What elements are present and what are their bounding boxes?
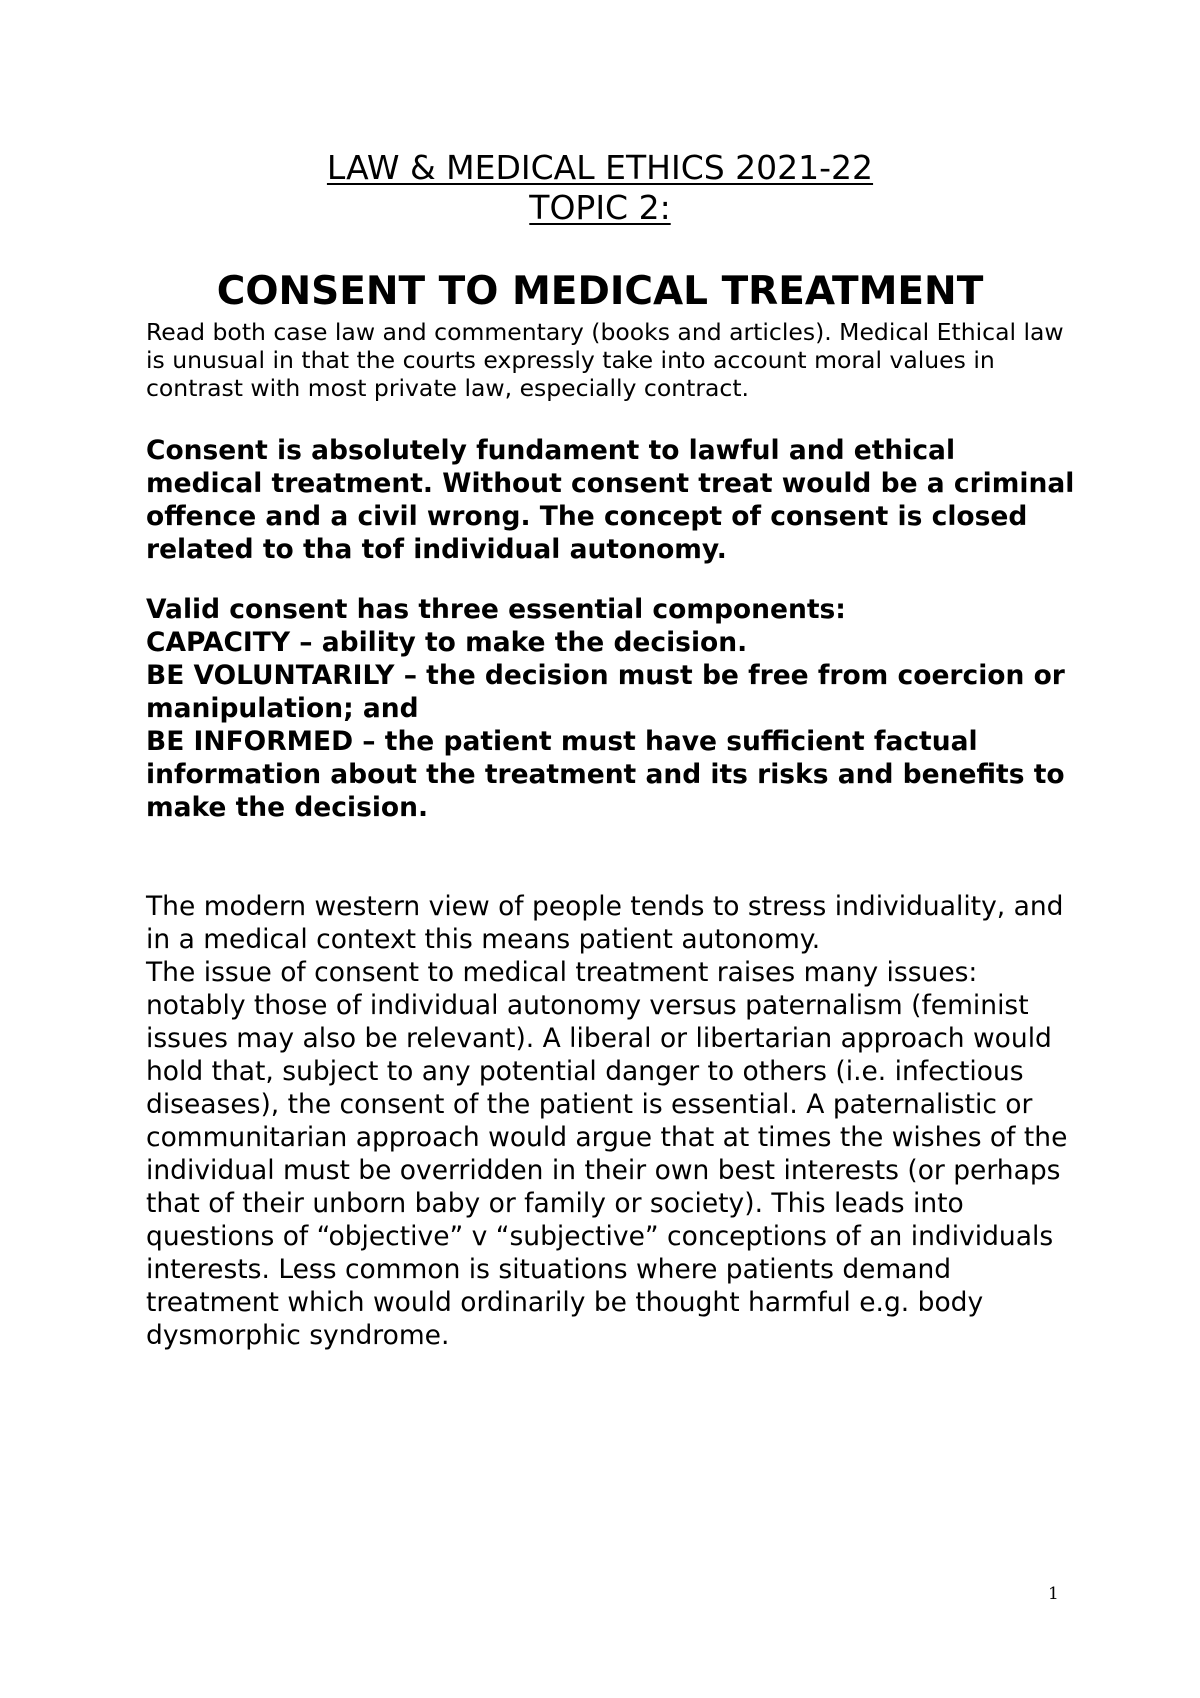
page-number: 1 [1048, 1584, 1059, 1604]
component-item-informed: BE INFORMED – the patient must have sufficient factual information about the treatment and its risks and benefits to make the decision. [146, 726, 1065, 823]
key-statement-paragraph: Consent is absolutely fundament to lawful and ethical medical treatment. Without consent treat would be a criminal offence and a civil wrong. The concept of consent is closed related to tha tof individual autonomy. [146, 435, 1075, 565]
components-heading: Valid consent has three essential components: [146, 594, 846, 625]
intro-paragraph: Read both case law and commentary (books and articles). Medical Ethical law is unusual in that the courts expressly take into account moral values in contrast with most private law, especially contract. [146, 318, 1064, 402]
course-title: LAW & MEDICAL ETHICS 2021-22 [326, 148, 874, 187]
discussion-paragraph-1: The modern western view of people tends to stress individuality, and in a medical context this means patient autonomy. [146, 891, 1064, 955]
discussion-paragraph-2: The issue of consent to medical treatment raises many issues: notably those of individual autonomy versus paternalism (feminist issues may also be relevant). A liberal or libertarian approach would hold that, subject to any potential danger to others (i.e. infectious diseases), the consent of the patient is essential. A paternalistic or communitarian approach would argue that at times the wishes of the individual must be overridden in their own best interests (or perhaps that of their unborn baby or family or society). This leads into questions of “objective” v “subjective” conceptions of an individuals interests. Less common is situations where patients demand treatment which would ordinarily be thought harmful e.g. body dysmorphic syndrome. [146, 957, 1068, 1351]
topic-label: TOPIC 2: [529, 188, 671, 227]
discussion-section [146, 890, 1076, 1352]
component-item-capacity: CAPACITY – ability to make the decision. [146, 627, 748, 658]
page-title: CONSENT TO MEDICAL TREATMENT [216, 269, 984, 314]
document-header [0, 148, 1200, 228]
component-item-voluntarily: BE VOLUNTARILY – the decision must be free from coercion or manipulation; and [146, 660, 1065, 724]
consent-components [146, 593, 1076, 824]
